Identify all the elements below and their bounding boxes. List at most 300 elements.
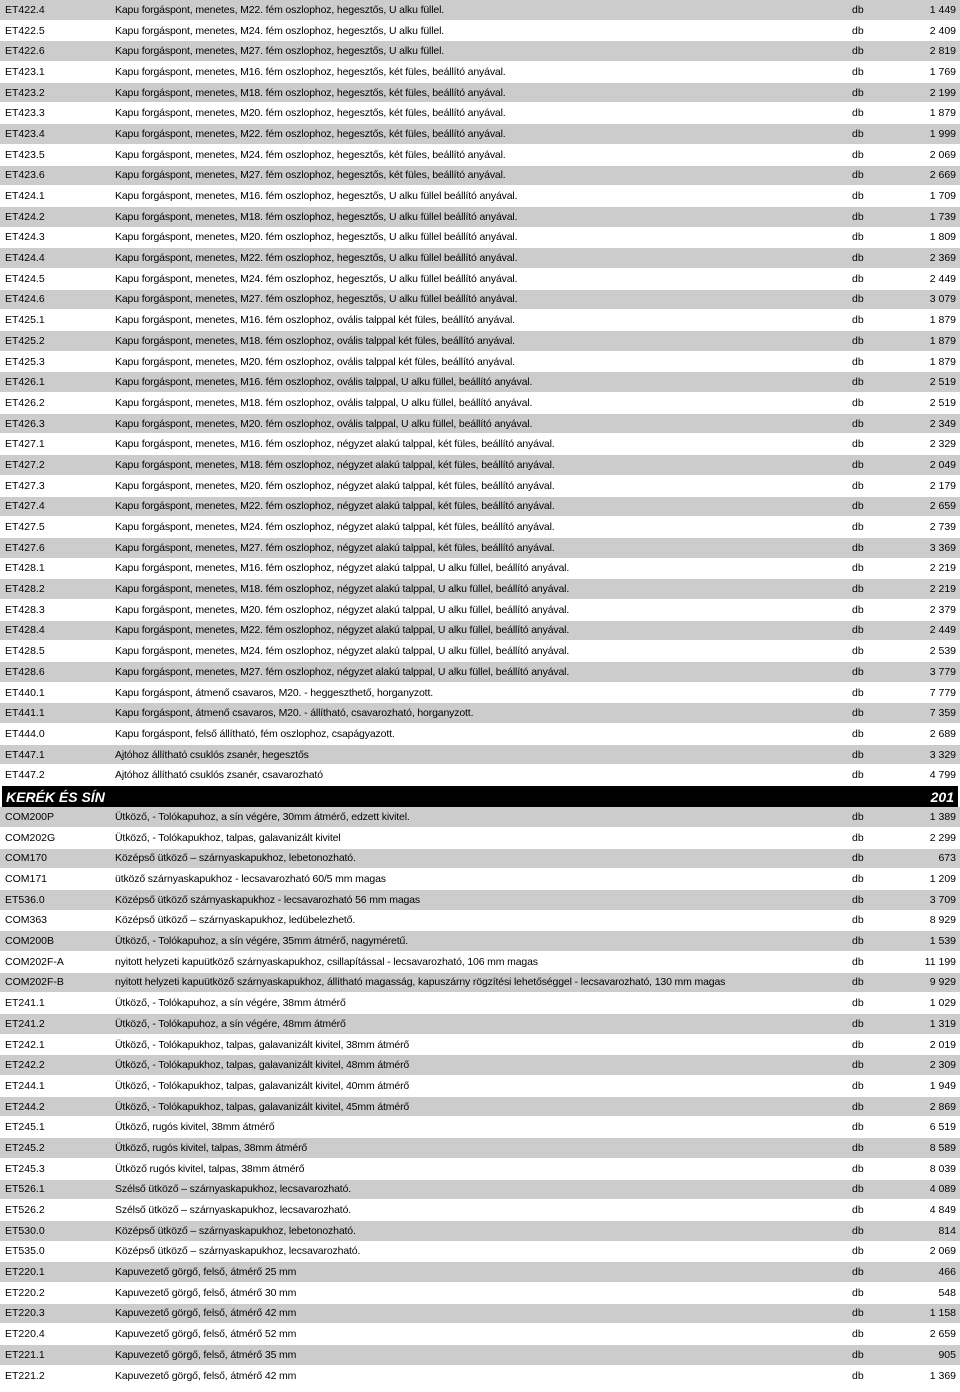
product-description: Ütköző, - Tolókapuhoz, a sín végére, 35mm átmérő, nagyméretű. bbox=[115, 935, 408, 948]
table-row bbox=[0, 1304, 960, 1325]
unit-label: db bbox=[852, 1266, 864, 1279]
price-value: 2 219 bbox=[929, 583, 956, 596]
price-value: 2 349 bbox=[929, 417, 956, 430]
price-value: 4 799 bbox=[929, 769, 956, 782]
product-description: Középső ütköző – szárnyaskapukhoz, ledübelezhető. bbox=[115, 914, 356, 927]
table-row bbox=[0, 62, 960, 83]
unit-label: db bbox=[852, 562, 864, 575]
price-value: 2 309 bbox=[929, 1059, 956, 1072]
product-description: Kapu forgáspont, menetes, M24. fém oszlophoz, hegesztős, két füles, beállító anyával. bbox=[115, 148, 506, 161]
unit-label: db bbox=[852, 148, 864, 161]
product-code: ET427.5 bbox=[5, 521, 45, 534]
unit-label: db bbox=[852, 665, 864, 678]
product-description: Kapu forgáspont, átmenő csavaros, M20. - heggeszthető, horganyzott. bbox=[115, 686, 433, 699]
price-value: 1 389 bbox=[929, 810, 956, 823]
table-row bbox=[0, 1035, 960, 1056]
price-value: 1 809 bbox=[929, 231, 956, 244]
table-row bbox=[0, 538, 960, 559]
product-description: ütköző szárnyaskapukhoz - lecsavarozható 60/5 mm magas bbox=[115, 873, 386, 886]
unit-label: db bbox=[852, 1224, 864, 1237]
table-row bbox=[0, 269, 960, 290]
unit-label: db bbox=[852, 107, 864, 120]
unit-label: db bbox=[852, 873, 864, 886]
product-code: ET427.2 bbox=[5, 458, 45, 471]
price-value: 1 369 bbox=[929, 1369, 956, 1382]
product-description: nyitott helyzeti kapuütköző szárnyaskapukhoz, csillapítással - lecsavarozható, 106 mm magas bbox=[115, 955, 538, 968]
unit-label: db bbox=[852, 334, 864, 347]
table-row bbox=[0, 1097, 960, 1118]
product-code: ET428.3 bbox=[5, 603, 45, 616]
product-code: ET425.2 bbox=[5, 334, 45, 347]
unit-label: db bbox=[852, 976, 864, 989]
unit-label: db bbox=[852, 831, 864, 844]
product-description: Ütköző, - Tolókapukhoz, talpas, galavanizált kivitel bbox=[115, 831, 341, 844]
unit-label: db bbox=[852, 521, 864, 534]
price-value: 2 449 bbox=[929, 624, 956, 637]
product-description: Kapu forgáspont, menetes, M20. fém oszlophoz, ovális talppal két füles, beállító anyával. bbox=[115, 355, 515, 368]
price-value: 2 519 bbox=[929, 376, 956, 389]
price-value: 2 369 bbox=[929, 252, 956, 265]
price-value: 2 049 bbox=[929, 458, 956, 471]
product-code: ET242.2 bbox=[5, 1059, 45, 1072]
product-code: COM200B bbox=[5, 935, 55, 948]
price-value: 1 769 bbox=[929, 65, 956, 78]
price-value: 3 079 bbox=[929, 293, 956, 306]
price-value: 1 949 bbox=[929, 1079, 956, 1092]
price-value: 7 359 bbox=[929, 707, 956, 720]
table-row bbox=[0, 849, 960, 870]
unit-label: db bbox=[852, 541, 864, 554]
table-row bbox=[0, 372, 960, 393]
price-value: 8 929 bbox=[929, 914, 956, 927]
product-code: ET245.2 bbox=[5, 1141, 45, 1154]
table-row bbox=[0, 41, 960, 62]
product-code: ET220.4 bbox=[5, 1328, 45, 1341]
product-description: Kapu forgáspont, felső állítható, fém oszlophoz, csapágyazott. bbox=[115, 727, 395, 740]
unit-label: db bbox=[852, 583, 864, 596]
unit-label: db bbox=[852, 210, 864, 223]
table-row bbox=[0, 248, 960, 269]
unit-label: db bbox=[852, 624, 864, 637]
product-code: COM202F-B bbox=[5, 976, 64, 989]
table-row bbox=[0, 559, 960, 580]
price-value: 1 879 bbox=[929, 314, 956, 327]
table-row bbox=[0, 807, 960, 828]
product-code: ET440.1 bbox=[5, 686, 45, 699]
price-value: 3 779 bbox=[929, 665, 956, 678]
product-code: ET422.5 bbox=[5, 24, 45, 37]
unit-label: db bbox=[852, 293, 864, 306]
price-value: 4 849 bbox=[929, 1204, 956, 1217]
product-code: ET427.3 bbox=[5, 479, 45, 492]
product-code: COM200P bbox=[5, 810, 55, 823]
unit-label: db bbox=[852, 3, 864, 16]
table-row bbox=[0, 476, 960, 497]
product-code: ET220.1 bbox=[5, 1266, 45, 1279]
unit-label: db bbox=[852, 1038, 864, 1051]
product-code: ET425.1 bbox=[5, 314, 45, 327]
price-value: 2 409 bbox=[929, 24, 956, 37]
product-code: ET424.1 bbox=[5, 190, 45, 203]
unit-label: db bbox=[852, 914, 864, 927]
price-value: 1 739 bbox=[929, 210, 956, 223]
unit-label: db bbox=[852, 479, 864, 492]
table-row bbox=[0, 931, 960, 952]
unit-label: db bbox=[852, 500, 864, 513]
price-value: 2 659 bbox=[929, 500, 956, 513]
product-code: ET530.0 bbox=[5, 1224, 45, 1237]
price-value: 2 019 bbox=[929, 1038, 956, 1051]
product-description: Kapu forgáspont, átmenő csavaros, M20. - állítható, csavarozható, horganyzott. bbox=[115, 707, 474, 720]
product-description: Kapu forgáspont, menetes, M27. fém oszlophoz, négyzet alakú talppal, két füles, beállító anyával. bbox=[115, 541, 555, 554]
table-row bbox=[0, 414, 960, 435]
price-value: 1 029 bbox=[929, 997, 956, 1010]
product-code: ET221.2 bbox=[5, 1369, 45, 1382]
product-code: ET427.4 bbox=[5, 500, 45, 513]
product-code: ET441.1 bbox=[5, 707, 45, 720]
table-row bbox=[0, 1138, 960, 1159]
product-description: Kapu forgáspont, menetes, M22. fém oszlophoz, négyzet alakú talppal, két füles, beállító anyával. bbox=[115, 500, 555, 513]
product-code: ET220.2 bbox=[5, 1286, 45, 1299]
product-code: ET422.6 bbox=[5, 45, 45, 58]
unit-label: db bbox=[852, 727, 864, 740]
price-value: 1 539 bbox=[929, 935, 956, 948]
product-code: ET536.0 bbox=[5, 893, 45, 906]
product-description: Kapu forgáspont, menetes, M20. fém oszlophoz, hegesztős, két füles, beállító anyával. bbox=[115, 107, 506, 120]
price-value: 2 669 bbox=[929, 169, 956, 182]
product-description: Kapu forgáspont, menetes, M20. fém oszlophoz, négyzet alakú talppal, két füles, beállító anyával. bbox=[115, 479, 555, 492]
product-code: ET428.1 bbox=[5, 562, 45, 575]
price-value: 4 089 bbox=[929, 1183, 956, 1196]
product-description: Kapu forgáspont, menetes, M18. fém oszlophoz, ovális talppal, U alku füllel, beállító anyával. bbox=[115, 396, 533, 409]
table-row bbox=[0, 497, 960, 518]
product-description: Kapu forgáspont, menetes, M16. fém oszlophoz, ovális talppal, U alku füllel, beállító anyával. bbox=[115, 376, 533, 389]
product-description: Kapu forgáspont, menetes, M16. fém oszlophoz, négyzet alakú talppal, két füles, beállító anyával. bbox=[115, 438, 555, 451]
price-value: 2 069 bbox=[929, 1245, 956, 1258]
unit-label: db bbox=[852, 769, 864, 782]
product-code: ET244.1 bbox=[5, 1079, 45, 1092]
unit-label: db bbox=[852, 1245, 864, 1258]
table-row bbox=[0, 0, 960, 21]
table-row bbox=[0, 393, 960, 414]
product-code: ET424.3 bbox=[5, 231, 45, 244]
product-code: ET245.3 bbox=[5, 1162, 45, 1175]
price-value: 2 819 bbox=[929, 45, 956, 58]
price-value: 2 299 bbox=[929, 831, 956, 844]
unit-label: db bbox=[852, 1162, 864, 1175]
product-description: Kapu forgáspont, menetes, M22. fém oszlophoz, négyzet alakú talppal, U alku füllel, beállító anyával. bbox=[115, 624, 570, 637]
product-code: COM202F-A bbox=[5, 955, 64, 968]
product-code: ET424.4 bbox=[5, 252, 45, 265]
unit-label: db bbox=[852, 355, 864, 368]
price-value: 1 879 bbox=[929, 107, 956, 120]
unit-label: db bbox=[852, 458, 864, 471]
price-value: 3 709 bbox=[929, 893, 956, 906]
unit-label: db bbox=[852, 24, 864, 37]
table-row bbox=[0, 517, 960, 538]
product-description: Kapu forgáspont, menetes, M18. fém oszlophoz, négyzet alakú talppal, két füles, beállító anyával. bbox=[115, 458, 555, 471]
product-description: Kapu forgáspont, menetes, M16. fém oszlophoz, hegesztős, U alku füllel beállító anyával. bbox=[115, 190, 518, 203]
price-value: 2 539 bbox=[929, 645, 956, 658]
price-value: 1 449 bbox=[929, 3, 956, 16]
unit-label: db bbox=[852, 190, 864, 203]
product-description: Szélső ütköző – szárnyaskapukhoz, lecsavarozható. bbox=[115, 1183, 352, 1196]
section-title: KERÉK ÉS SÍN bbox=[6, 788, 105, 805]
table-row bbox=[0, 228, 960, 249]
section-header bbox=[2, 786, 958, 807]
unit-label: db bbox=[852, 852, 864, 865]
product-description: Kapu forgáspont, menetes, M22. fém oszlophoz, hegesztős, U alku füllel beállító anyával. bbox=[115, 252, 518, 265]
unit-label: db bbox=[852, 645, 864, 658]
product-code: ET428.4 bbox=[5, 624, 45, 637]
product-description: Ütköző, rugós kivitel, talpas, 38mm átmérő bbox=[115, 1141, 308, 1154]
unit-label: db bbox=[852, 1348, 864, 1361]
unit-label: db bbox=[852, 686, 864, 699]
product-code: ET220.3 bbox=[5, 1307, 45, 1320]
table-row bbox=[0, 1262, 960, 1283]
product-code: ET526.2 bbox=[5, 1204, 45, 1217]
price-value: 2 219 bbox=[929, 562, 956, 575]
product-code: ET427.1 bbox=[5, 438, 45, 451]
price-value: 1 879 bbox=[929, 334, 956, 347]
product-code: COM171 bbox=[5, 873, 48, 886]
price-value: 2 869 bbox=[929, 1100, 956, 1113]
product-code: ET423.6 bbox=[5, 169, 45, 182]
price-value: 548 bbox=[938, 1286, 956, 1299]
price-value: 1 319 bbox=[929, 1017, 956, 1030]
unit-label: db bbox=[852, 65, 864, 78]
table-row bbox=[0, 290, 960, 311]
product-description: Kapu forgáspont, menetes, M22. fém oszlophoz, hegesztős, U alku füllel. bbox=[115, 3, 445, 16]
unit-label: db bbox=[852, 396, 864, 409]
product-description: Kapu forgáspont, menetes, M27. fém oszlophoz, hegesztős, U alku füllel beállító anyával. bbox=[115, 293, 518, 306]
product-description: Kapu forgáspont, menetes, M27. fém oszlophoz, hegesztős, U alku füllel. bbox=[115, 45, 445, 58]
price-value: 2 519 bbox=[929, 396, 956, 409]
table-row bbox=[0, 1345, 960, 1366]
price-value: 1 158 bbox=[929, 1307, 956, 1320]
table-row bbox=[0, 1324, 960, 1345]
product-code: ET526.1 bbox=[5, 1183, 45, 1196]
table-row bbox=[0, 434, 960, 455]
table-row bbox=[0, 973, 960, 994]
unit-label: db bbox=[852, 86, 864, 99]
table-row bbox=[0, 1055, 960, 1076]
price-value: 2 449 bbox=[929, 272, 956, 285]
product-description: Kapu forgáspont, menetes, M18. fém oszlophoz, ovális talppal két füles, beállító anyával. bbox=[115, 334, 515, 347]
table-row bbox=[0, 745, 960, 766]
table-row bbox=[0, 124, 960, 145]
unit-label: db bbox=[852, 417, 864, 430]
price-value: 8 589 bbox=[929, 1141, 956, 1154]
unit-label: db bbox=[852, 935, 864, 948]
table-row bbox=[0, 828, 960, 849]
product-description: Kapu forgáspont, menetes, M20. fém oszlophoz, ovális talppal, U alku füllel, beállító anyával. bbox=[115, 417, 533, 430]
unit-label: db bbox=[852, 997, 864, 1010]
table-row bbox=[0, 1200, 960, 1221]
product-code: ET535.0 bbox=[5, 1245, 45, 1258]
price-value: 6 519 bbox=[929, 1121, 956, 1134]
product-code: ET444.0 bbox=[5, 727, 45, 740]
product-description: Kapu forgáspont, menetes, M18. fém oszlophoz, négyzet alakú talppal, U alku füllel, beállító anyával. bbox=[115, 583, 570, 596]
unit-label: db bbox=[852, 45, 864, 58]
product-description: Kapu forgáspont, menetes, M22. fém oszlophoz, hegesztős, két füles, beállító anyával. bbox=[115, 127, 506, 140]
table-row bbox=[0, 765, 960, 786]
product-description: Kapu forgáspont, menetes, M16. fém oszlophoz, hegesztős, két füles, beállító anyával. bbox=[115, 65, 506, 78]
table-row bbox=[0, 1366, 960, 1387]
price-value: 11 199 bbox=[924, 955, 956, 968]
product-code: ET428.5 bbox=[5, 645, 45, 658]
product-code: ET424.2 bbox=[5, 210, 45, 223]
product-description: Ütköző, - Tolókapukhoz, talpas, galavanizált kivitel, 48mm átmérő bbox=[115, 1059, 410, 1072]
product-description: Kapu forgáspont, menetes, M24. fém oszlophoz, hegesztős, U alku füllel beállító anyával. bbox=[115, 272, 518, 285]
unit-label: db bbox=[852, 169, 864, 182]
product-description: Kapuvezető görgő, felső, átmérő 25 mm bbox=[115, 1266, 297, 1279]
product-code: ET423.4 bbox=[5, 127, 45, 140]
price-value: 2 739 bbox=[929, 521, 956, 534]
table-row bbox=[0, 724, 960, 745]
product-description: Ajtóhoz állítható csuklós zsanér, hegesztős bbox=[115, 748, 309, 761]
product-description: Kapu forgáspont, menetes, M27. fém oszlophoz, négyzet alakú talppal, U alku füllel, beállító anyával. bbox=[115, 665, 570, 678]
unit-label: db bbox=[852, 603, 864, 616]
product-code: ET428.2 bbox=[5, 583, 45, 596]
price-value: 905 bbox=[938, 1348, 956, 1361]
table-row bbox=[0, 186, 960, 207]
product-description: Ütköző, - Tolókapukhoz, talpas, galavanizált kivitel, 40mm átmérő bbox=[115, 1079, 410, 1092]
price-value: 2 069 bbox=[929, 148, 956, 161]
table-row bbox=[0, 207, 960, 228]
product-code: ET424.6 bbox=[5, 293, 45, 306]
unit-label: db bbox=[852, 376, 864, 389]
product-description: Ütköző, - Tolókapuhoz, a sín végére, 30mm átmérő, edzett kivitel. bbox=[115, 810, 410, 823]
table-row bbox=[0, 103, 960, 124]
unit-label: db bbox=[852, 252, 864, 265]
unit-label: db bbox=[852, 1286, 864, 1299]
table-row bbox=[0, 869, 960, 890]
unit-label: db bbox=[852, 314, 864, 327]
price-value: 9 929 bbox=[929, 976, 956, 989]
price-value: 3 369 bbox=[929, 541, 956, 554]
table-row bbox=[0, 1159, 960, 1180]
table-row bbox=[0, 952, 960, 973]
price-value: 2 199 bbox=[929, 86, 956, 99]
unit-label: db bbox=[852, 272, 864, 285]
unit-label: db bbox=[852, 1204, 864, 1217]
price-value: 814 bbox=[938, 1224, 956, 1237]
table-row bbox=[0, 331, 960, 352]
product-description: Kapu forgáspont, menetes, M16. fém oszlophoz, ovális talppal két füles, beállító anyával. bbox=[115, 314, 515, 327]
product-description: Középső ütköző – szárnyaskapukhoz, lecsavarozható. bbox=[115, 1245, 361, 1258]
product-description: Kapu forgáspont, menetes, M20. fém oszlophoz, négyzet alakú talppal, U alku füllel, beállító anyával. bbox=[115, 603, 570, 616]
product-code: ET447.2 bbox=[5, 769, 45, 782]
unit-label: db bbox=[852, 1369, 864, 1382]
product-code: ET221.1 bbox=[5, 1348, 45, 1361]
price-value: 3 329 bbox=[929, 748, 956, 761]
price-value: 2 179 bbox=[929, 479, 956, 492]
price-value: 1 999 bbox=[929, 127, 956, 140]
product-description: Ütköző, rugós kivitel, 38mm átmérő bbox=[115, 1121, 275, 1134]
table-row bbox=[0, 683, 960, 704]
table-row bbox=[0, 911, 960, 932]
table-row bbox=[0, 166, 960, 187]
price-value: 1 209 bbox=[929, 873, 956, 886]
product-description: Kapu forgáspont, menetes, M27. fém oszlophoz, hegesztős, két füles, beállító anyával. bbox=[115, 169, 506, 182]
product-code: ET423.3 bbox=[5, 107, 45, 120]
product-description: Kapu forgáspont, menetes, M24. fém oszlophoz, négyzet alakú talppal, U alku füllel, beállító anyával. bbox=[115, 645, 570, 658]
product-description: Kapu forgáspont, menetes, M18. fém oszlophoz, hegesztős, két füles, beállító anyával. bbox=[115, 86, 506, 99]
product-code: ET241.2 bbox=[5, 1017, 45, 1030]
table-row bbox=[0, 600, 960, 621]
unit-label: db bbox=[852, 1059, 864, 1072]
product-description: Kapu forgáspont, menetes, M24. fém oszlophoz, négyzet alakú talppal, két füles, beállító anyával. bbox=[115, 521, 555, 534]
table-row bbox=[0, 455, 960, 476]
product-code: ET242.1 bbox=[5, 1038, 45, 1051]
unit-label: db bbox=[852, 1328, 864, 1341]
product-description: Ütköző, - Tolókapukhoz, talpas, galavanizált kivitel, 45mm átmérő bbox=[115, 1100, 410, 1113]
product-code: ET426.3 bbox=[5, 417, 45, 430]
product-description: nyitott helyzeti kapuütköző szárnyaskapukhoz, állítható magasság, kapuszárny rögzítési lehetőséggel - lecsavarozható, 130 mm magas bbox=[115, 976, 726, 989]
unit-label: db bbox=[852, 810, 864, 823]
product-description: Ütköző, - Tolókapuhoz, a sín végére, 38mm átmérő bbox=[115, 997, 346, 1010]
unit-label: db bbox=[852, 707, 864, 720]
price-value: 2 659 bbox=[929, 1328, 956, 1341]
product-description: Kapuvezető görgő, felső, átmérő 35 mm bbox=[115, 1348, 297, 1361]
table-row bbox=[0, 703, 960, 724]
product-description: Ütköző, - Tolókapukhoz, talpas, galavanizált kivitel, 38mm átmérő bbox=[115, 1038, 410, 1051]
product-code: ET428.6 bbox=[5, 665, 45, 678]
product-code: ET427.6 bbox=[5, 541, 45, 554]
unit-label: db bbox=[852, 1141, 864, 1154]
unit-label: db bbox=[852, 231, 864, 244]
product-code: ET426.1 bbox=[5, 376, 45, 389]
price-value: 7 779 bbox=[929, 686, 956, 699]
product-description: Középső ütköző – szárnyaskapukhoz, lebetonozható. bbox=[115, 852, 356, 865]
table-row bbox=[0, 1221, 960, 1242]
product-code: ET423.2 bbox=[5, 86, 45, 99]
unit-label: db bbox=[852, 893, 864, 906]
product-description: Ütköző, - Tolókapuhoz, a sín végére, 48mm átmérő bbox=[115, 1017, 346, 1030]
product-code: ET422.4 bbox=[5, 3, 45, 16]
product-description: Kapu forgáspont, menetes, M16. fém oszlophoz, négyzet alakú talppal, U alku füllel, beállító anyával. bbox=[115, 562, 570, 575]
table-row bbox=[0, 890, 960, 911]
table-row bbox=[0, 310, 960, 331]
product-description: Szélső ütköző – szárnyaskapukhoz, lecsavarozható. bbox=[115, 1204, 352, 1217]
table-row bbox=[0, 1117, 960, 1138]
unit-label: db bbox=[852, 748, 864, 761]
product-code: ET424.5 bbox=[5, 272, 45, 285]
table-row bbox=[0, 621, 960, 642]
product-code: ET423.1 bbox=[5, 65, 45, 78]
product-code: COM202G bbox=[5, 831, 56, 844]
product-code: ET426.2 bbox=[5, 396, 45, 409]
product-code: ET447.1 bbox=[5, 748, 45, 761]
unit-label: db bbox=[852, 1100, 864, 1113]
product-code: COM363 bbox=[5, 914, 48, 927]
unit-label: db bbox=[852, 1121, 864, 1134]
unit-label: db bbox=[852, 127, 864, 140]
product-description: Kapuvezető görgő, felső, átmérő 42 mm bbox=[115, 1369, 297, 1382]
product-description: Középső ütköző – szárnyaskapukhoz, lebetonozható. bbox=[115, 1224, 356, 1237]
product-code: ET245.1 bbox=[5, 1121, 45, 1134]
price-value: 1 709 bbox=[929, 190, 956, 203]
section-page-number: 201 bbox=[930, 788, 954, 805]
product-description: Kapu forgáspont, menetes, M18. fém oszlophoz, hegesztős, U alku füllel beállító anyával. bbox=[115, 210, 518, 223]
table-row bbox=[0, 1242, 960, 1263]
table-row bbox=[0, 1283, 960, 1304]
table-row bbox=[0, 1180, 960, 1201]
product-description: Kapuvezető görgő, felső, átmérő 30 mm bbox=[115, 1286, 297, 1299]
table-row bbox=[0, 83, 960, 104]
product-description: Középső ütköző szárnyaskapukhoz - lecsavarozható 56 mm magas bbox=[115, 893, 420, 906]
